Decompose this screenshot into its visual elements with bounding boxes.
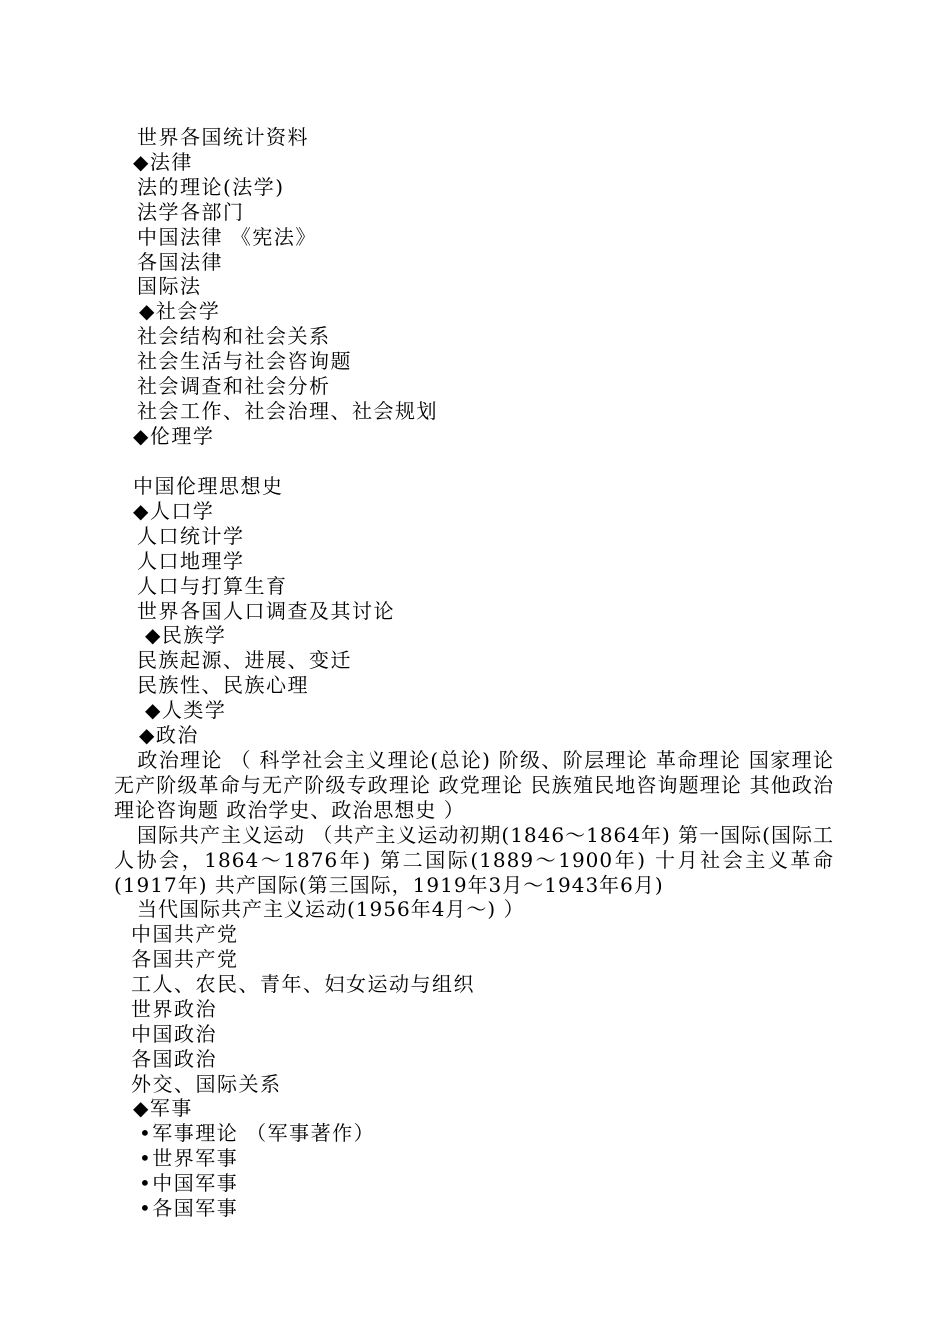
text-line: 世界政治 (131, 997, 217, 1021)
text-line: 社会生活与社会咨询题 (137, 349, 352, 373)
text-line: 国际法 (137, 274, 202, 298)
text-line: 民族性、民族心理 (137, 673, 309, 697)
text-line: 各国法律 (137, 250, 223, 274)
text-line: 当代国际共产主义运动(1956年4月～) ） (137, 897, 525, 921)
heading-demography: ◆人口学 (133, 499, 215, 523)
text-line: 外交、国际关系 (131, 1072, 282, 1096)
text-line: 各国政治 (131, 1047, 217, 1071)
heading-military: ◆军事 (133, 1096, 193, 1120)
paragraph-communist-movement (114, 823, 834, 898)
text-line: 法学各部门 (137, 200, 245, 224)
text-line: 中国共产党 (131, 922, 239, 946)
text-line: 人口地理学 (137, 549, 245, 573)
paragraph-text: 政治理论 （ 科学社会主义理论(总论) 阶级、阶层理论 革命理论 国家理论 无产阶级革命与无产阶级专政理论 政党理论 民族殖民地咨询题理论 其他政治理论咨询题 政治学史、政治思想史 ） (114, 748, 834, 822)
heading-sociology: ◆社会学 (139, 299, 221, 323)
bullet-item: •军事理论 （军事著作） (139, 1121, 376, 1145)
heading-law: ◆法律 (133, 150, 193, 174)
text-line: 人口与打算生育 (137, 574, 288, 598)
text-line: 社会结构和社会关系 (137, 324, 331, 348)
text-line: 中国政治 (131, 1022, 217, 1046)
text-line: 中国法律 《宪法》 (137, 225, 317, 249)
text-line: 人口统计学 (137, 524, 245, 548)
heading-anthropology: ◆人类学 (145, 698, 227, 722)
heading-politics: ◆政治 (139, 723, 199, 747)
heading-ethnology: ◆民族学 (145, 623, 227, 647)
text-line: 民族起源、进展、变迁 (137, 648, 352, 672)
bullet-item: •中国军事 (139, 1171, 239, 1195)
text-line: 世界各国人口调查及其讨论 (137, 599, 395, 623)
paragraph-text: 国际共产主义运动 （共产主义运动初期(1846～1864年) 第一国际(国际工人协会，1864～1876年) 第二国际(1889～1900年) 十月社会主义革命(1917年) 共产国际(第三国际，1919年3月～1943年6月) (114, 823, 834, 897)
paragraph-political-theory (114, 748, 834, 823)
text-line: 各国共产党 (131, 947, 239, 971)
heading-ethics: ◆伦理学 (133, 424, 215, 448)
text-line: 世界各国统计资料 (137, 125, 309, 149)
text-line: 社会工作、社会治理、社会规划 (137, 399, 438, 423)
text-line: 社会调查和社会分析 (137, 374, 331, 398)
text-line: 中国伦理思想史 (133, 474, 284, 498)
text-line: 法的理论(法学) (137, 175, 285, 199)
text-line: 工人、农民、青年、妇女运动与组织 (131, 972, 475, 996)
bullet-item: •世界军事 (139, 1146, 239, 1170)
bullet-item: •各国军事 (139, 1196, 239, 1220)
